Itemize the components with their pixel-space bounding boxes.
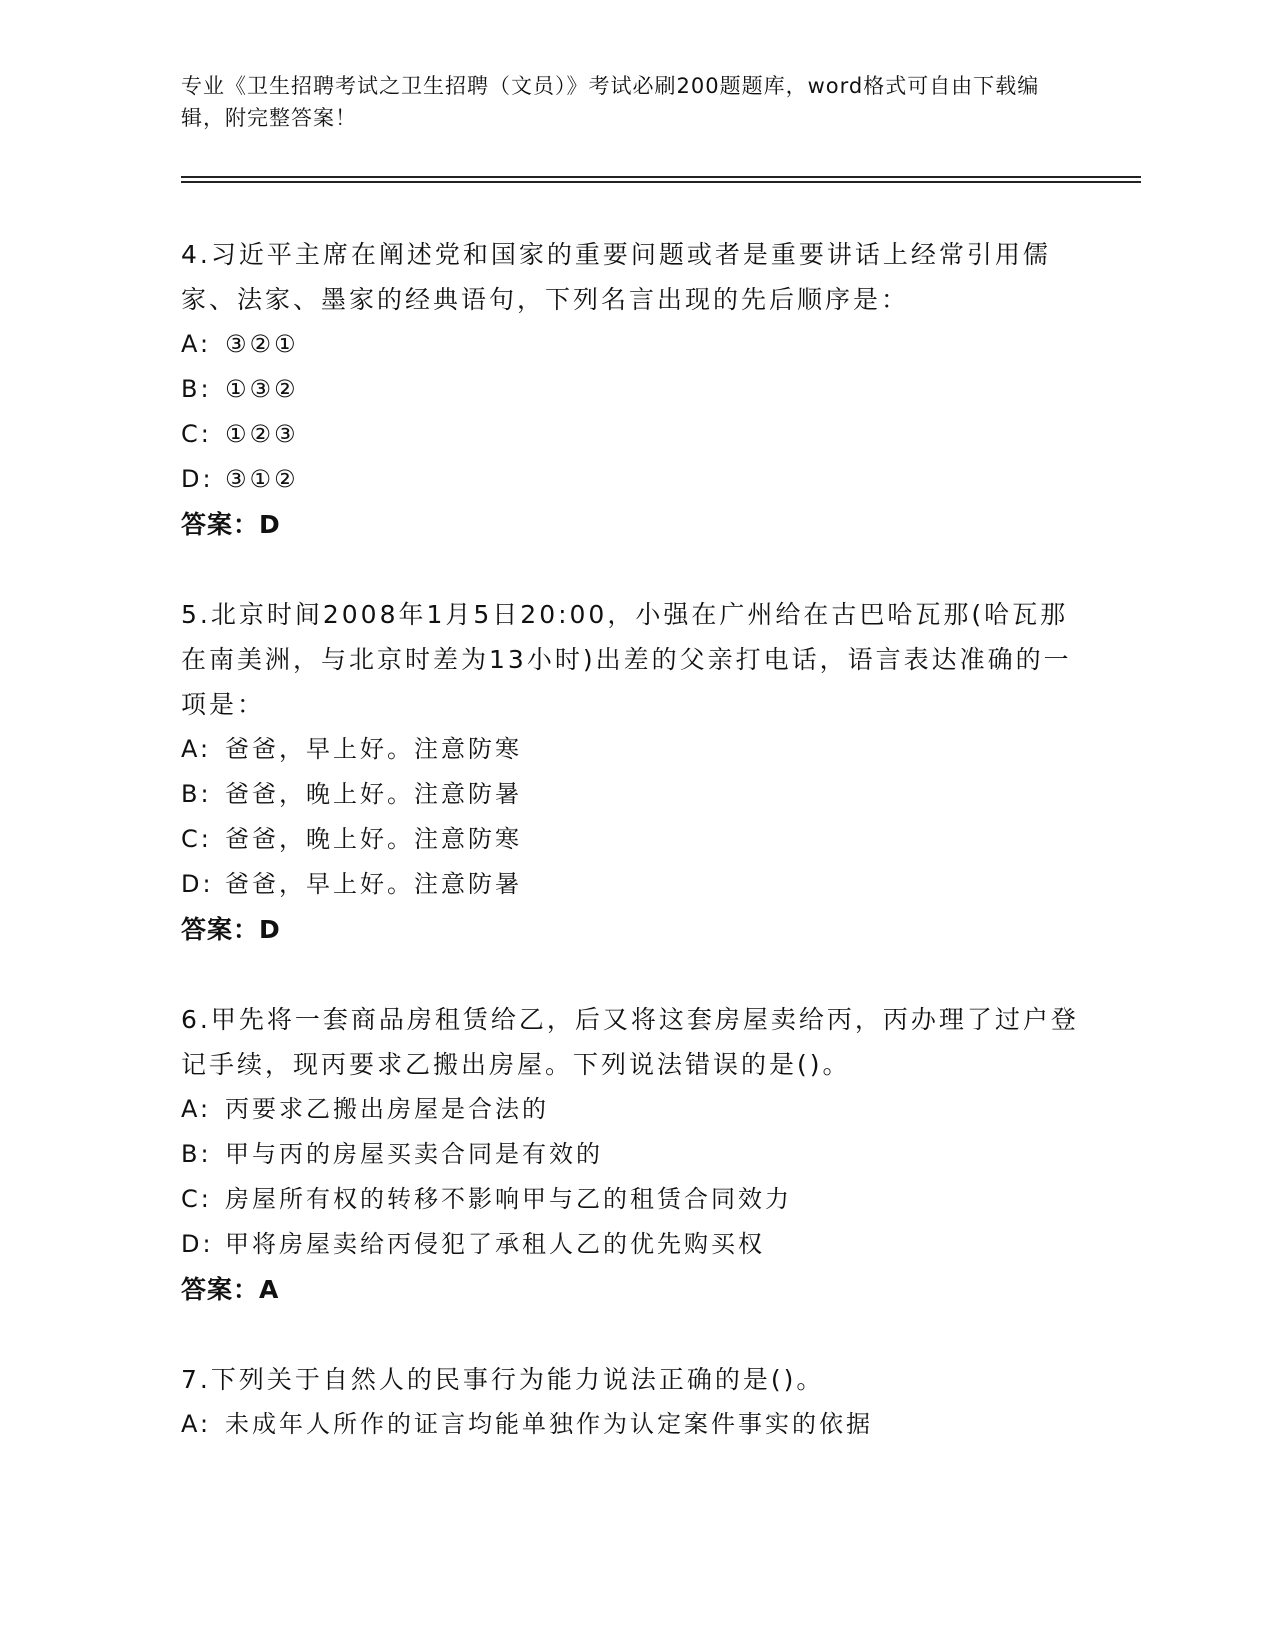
question-stem: 6.甲先将一套商品房租赁给乙，后又将这套房屋卖给丙，丙办理了过户登记手续，现丙要求乙搬出房屋。下列说法错误的是()。 — [181, 1005, 1079, 1079]
question-stem: 4.习近平主席在阐述党和国家的重要问题或者是重要讲话上经常引用儒家、法家、墨家的经典语句，下列名言出现的先后顺序是： — [181, 240, 1051, 314]
option-c — [181, 817, 1081, 862]
option-letter: B: — [181, 1140, 212, 1168]
option-text: ①②③ — [225, 420, 299, 448]
option-text: ③②① — [225, 330, 299, 358]
option-b — [181, 367, 1081, 412]
option-letter: B: — [181, 375, 212, 403]
option-text: 爸爸，晚上好。注意防寒 — [225, 825, 522, 853]
option-d — [181, 1222, 1081, 1267]
option-text: 丙要求乙搬出房屋是合法的 — [225, 1095, 549, 1123]
option-letter: D: — [181, 1230, 214, 1258]
option-text: 爸爸，早上好。注意防寒 — [225, 735, 522, 763]
option-letter: A: — [181, 1410, 212, 1438]
answer-line: 答案：A — [181, 1275, 280, 1304]
header-divider-bottom — [181, 181, 1141, 183]
option-letter: C: — [181, 1185, 212, 1213]
option-letter: D: — [181, 465, 214, 493]
option-letter: A: — [181, 330, 212, 358]
option-b — [181, 772, 1081, 817]
question-stem: 7.下列关于自然人的民事行为能力说法正确的是()。 — [181, 1365, 825, 1394]
option-text: ③①② — [225, 465, 299, 493]
option-text: 爸爸，晚上好。注意防暑 — [225, 780, 522, 808]
option-text: 未成年人所作的证言均能单独作为认定案件事实的依据 — [225, 1410, 873, 1438]
option-letter: A: — [181, 735, 212, 763]
option-c — [181, 412, 1081, 457]
option-a — [181, 322, 1081, 367]
option-c — [181, 1177, 1081, 1222]
answer-line: 答案：D — [181, 915, 281, 944]
answer-line: 答案：D — [181, 510, 281, 539]
option-d — [181, 862, 1081, 907]
question-list — [181, 232, 1081, 1492]
question-stem: 5.北京时间2008年1月5日20:00，小强在广州给在古巴哈瓦那(哈瓦那在南美洲，与北京时差为13小时)出差的父亲打电话，语言表达准确的一项是： — [181, 600, 1072, 719]
option-letter: C: — [181, 825, 212, 853]
option-text: 甲与丙的房屋买卖合同是有效的 — [225, 1140, 603, 1168]
option-letter: A: — [181, 1095, 212, 1123]
question-5 — [181, 592, 1081, 952]
option-a — [181, 727, 1081, 772]
option-a — [181, 1402, 1081, 1447]
option-text: 爸爸，早上好。注意防暑 — [225, 870, 522, 898]
option-a — [181, 1087, 1081, 1132]
option-text: 甲将房屋卖给丙侵犯了承租人乙的优先购买权 — [225, 1230, 765, 1258]
document-header: 专业《卫生招聘考试之卫生招聘（文员）》考试必刷200题题库，word格式可自由下载编辑，附完整答案！ — [181, 74, 1040, 130]
question-6 — [181, 997, 1081, 1312]
header-divider-top — [181, 176, 1141, 178]
option-letter: B: — [181, 780, 212, 808]
option-b — [181, 1132, 1081, 1177]
option-letter: D: — [181, 870, 214, 898]
question-4 — [181, 232, 1081, 547]
option-letter: C: — [181, 420, 212, 448]
option-d — [181, 457, 1081, 502]
question-7 — [181, 1357, 1081, 1447]
option-text: ①③② — [225, 375, 299, 403]
option-text: 房屋所有权的转移不影响甲与乙的租赁合同效力 — [225, 1185, 792, 1213]
